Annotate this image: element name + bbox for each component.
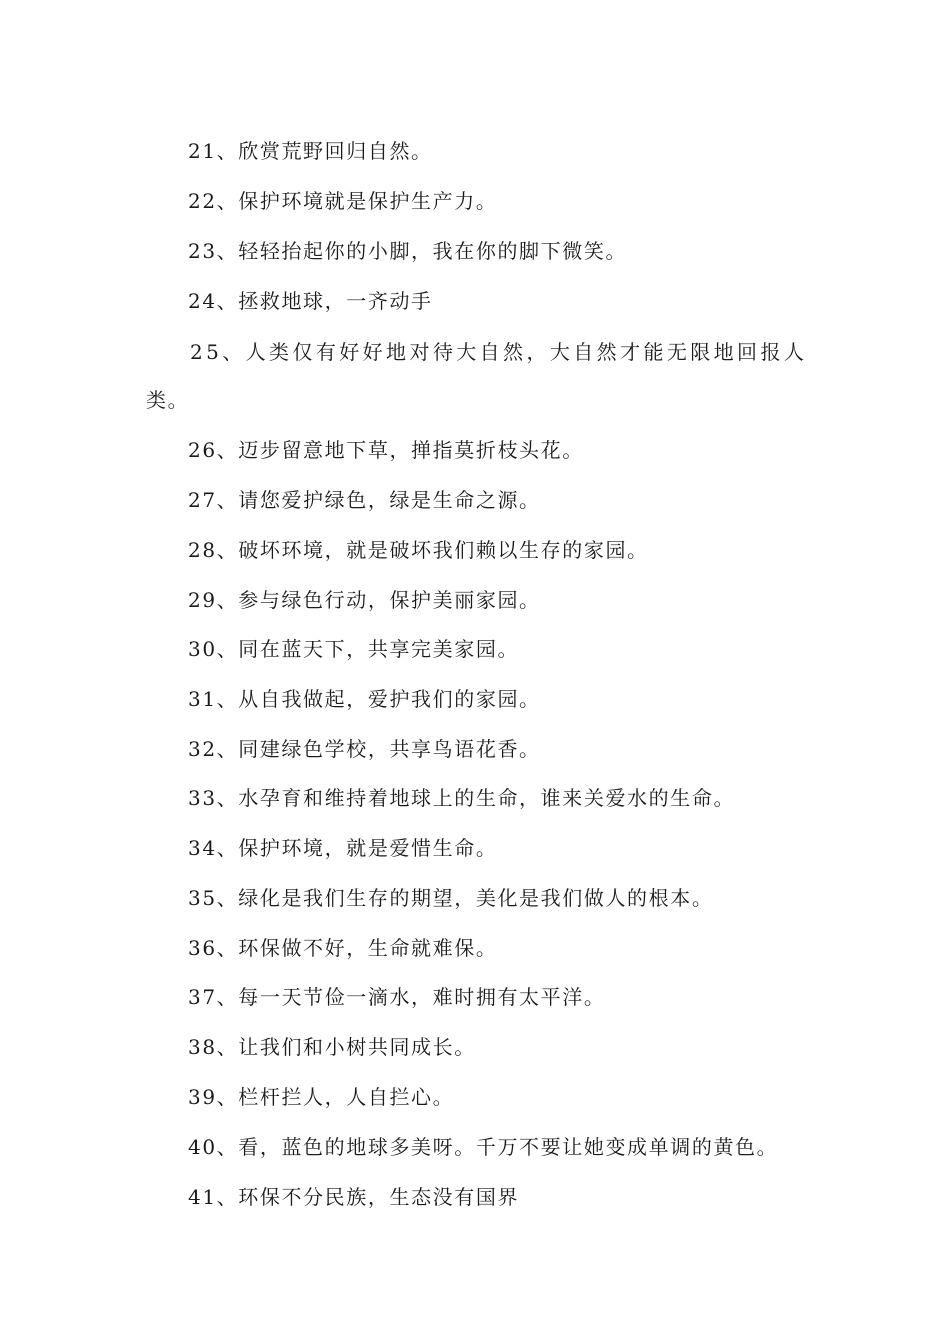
slogan-line-25: 25、人类仅有好好地对待大自然，大自然才能无限地回报人 bbox=[190, 340, 808, 364]
slogan-line-30: 30、同在蓝天下，共享完美家园。 bbox=[188, 637, 520, 661]
slogan-line-35: 35、绿化是我们生存的期望，美化是我们做人的根本。 bbox=[188, 886, 714, 910]
slogan-line-41: 41、环保不分民族，生态没有国界 bbox=[188, 1185, 520, 1209]
slogan-line-24: 24、拯救地球，一齐动手 bbox=[188, 289, 433, 313]
slogan-line-23: 23、轻轻抬起你的小脚，我在你的脚下微笑。 bbox=[188, 239, 628, 263]
slogan-line-38: 38、让我们和小树共同成长。 bbox=[188, 1035, 476, 1059]
slogan-line-26: 26、迈步留意地下草，掸指莫折枝头花。 bbox=[188, 438, 584, 462]
slogan-line-22: 22、保护环境就是保护生产力。 bbox=[188, 189, 498, 213]
slogan-line-27: 27、请您爱护绿色，绿是生命之源。 bbox=[188, 488, 541, 512]
slogan-line-29: 29、参与绿色行动，保护美丽家园。 bbox=[188, 588, 541, 612]
slogan-line-32: 32、同建绿色学校，共享鸟语花香。 bbox=[188, 737, 541, 761]
slogan-line-37: 37、每一天节俭一滴水，难时拥有太平洋。 bbox=[188, 985, 606, 1009]
slogan-line-36: 36、环保做不好，生命就难保。 bbox=[188, 936, 498, 960]
slogan-line-21: 21、欣赏荒野回归自然。 bbox=[188, 139, 433, 163]
slogan-line-31: 31、从自我做起，爱护我们的家园。 bbox=[188, 687, 541, 711]
slogan-line-34: 34、保护环境，就是爱惜生命。 bbox=[188, 836, 498, 860]
slogan-line-39: 39、栏杆拦人，人自拦心。 bbox=[188, 1085, 455, 1109]
slogan-line-33: 33、水孕育和维持着地球上的生命，谁来关爱水的生命。 bbox=[188, 786, 736, 810]
slogan-line-25-continuation: 类。 bbox=[146, 388, 190, 412]
slogan-line-28: 28、破坏环境，就是破坏我们赖以生存的家园。 bbox=[188, 538, 649, 562]
slogan-line-40: 40、看，蓝色的地球多美呀。千万不要让她变成单调的黄色。 bbox=[188, 1135, 779, 1159]
